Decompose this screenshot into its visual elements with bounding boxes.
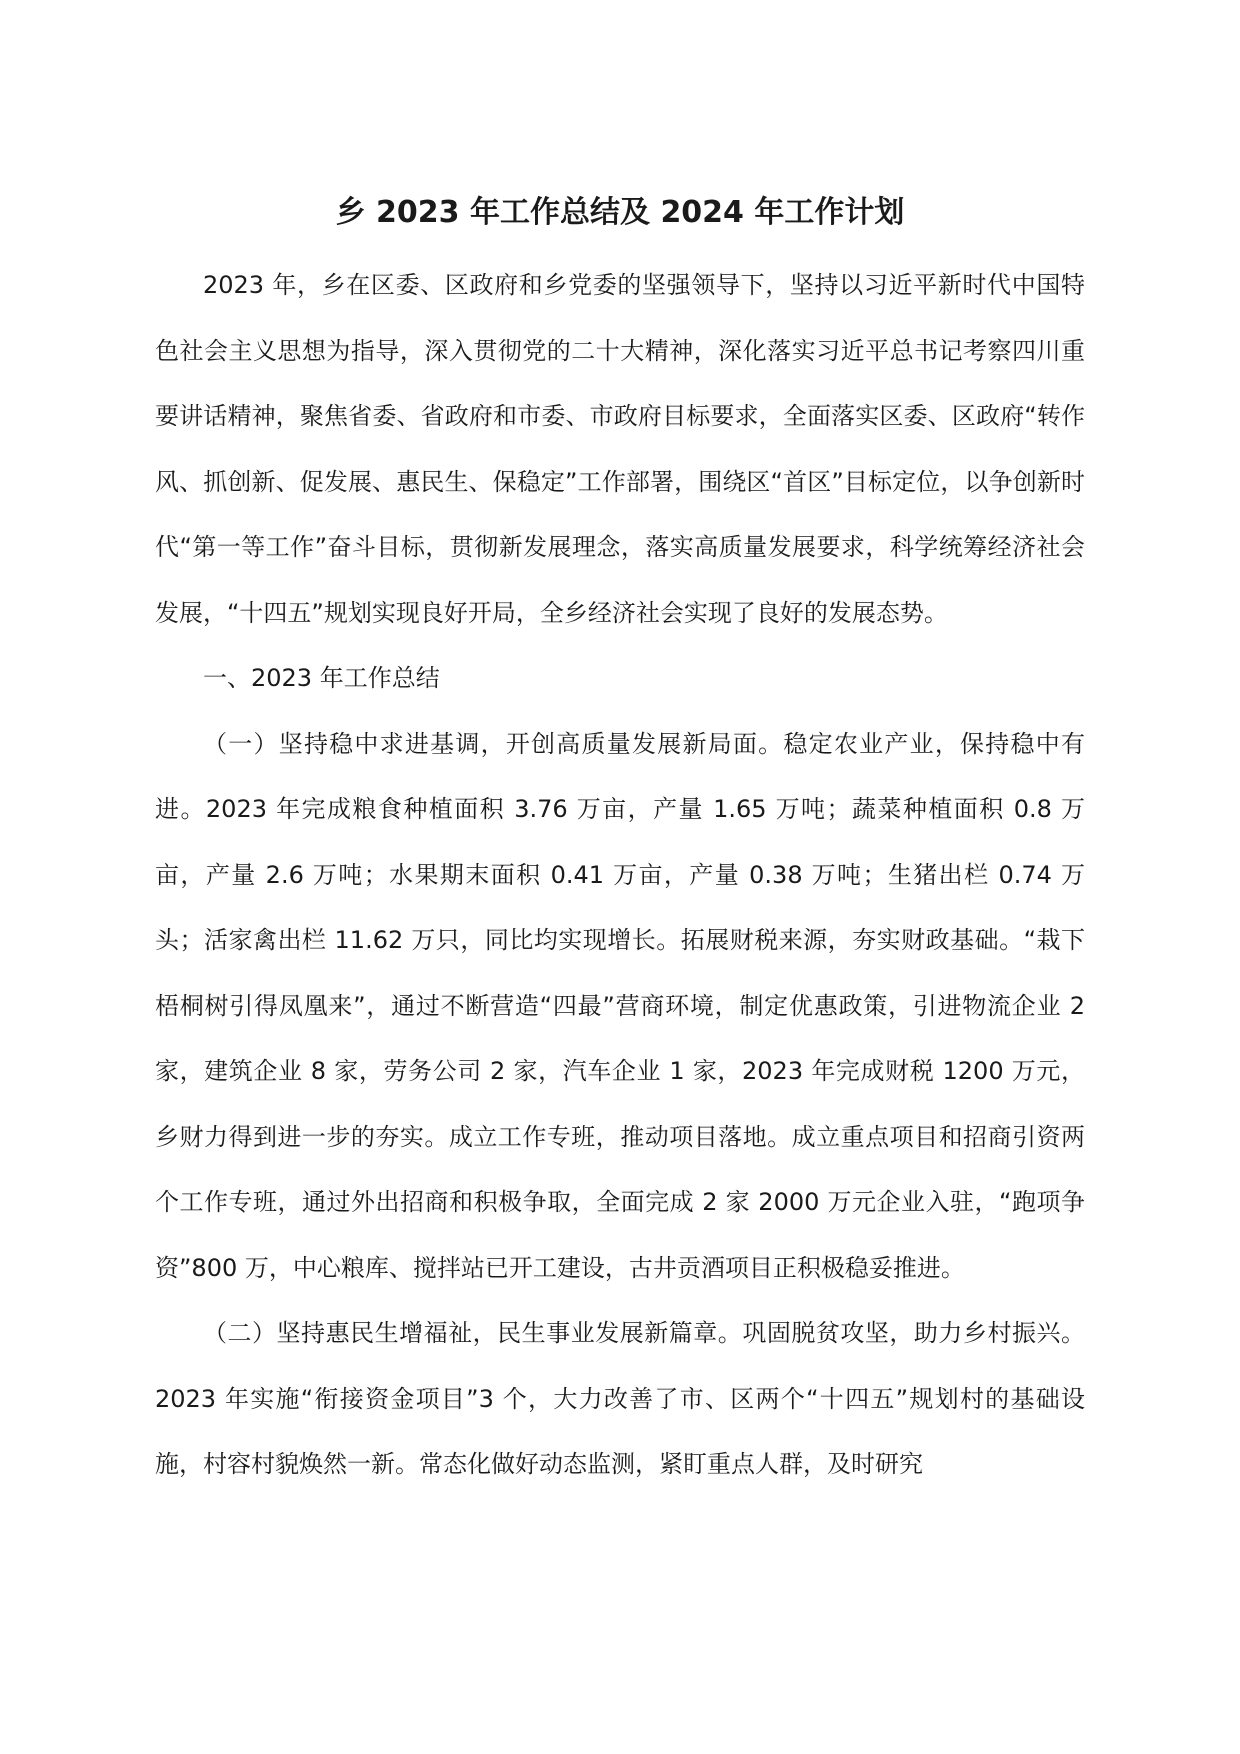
paragraph-item-2: （二）坚持惠民生增福祉，民生事业发展新篇章。巩固脱贫攻坚，助力乡村振兴。2023 年实施“衔接资金项目”3 个，大力改善了市、区两个“十四五”规划村的基础设施，村容村貌焕然一新。常态化做好动态监测，紧盯重点人群，及时研究: [155, 1319, 1085, 1478]
paragraph-item-1: （一）坚持稳中求进基调，开创高质量发展新局面。稳定农业产业，保持稳中有进。2023 年完成粮食种植面积 3.76 万亩，产量 1.65 万吨；蔬菜种植面积 0.8 万亩，产量 2.6 万吨；水果期末面积 0.41 万亩，产量 0.38 万吨；生猪出栏 0.74 万头；活家禽出栏 11.62 万只，同比均实现增长。拓展财税来源，夯实财政基础。“栽下梧桐树引得凤凰来”，通过不断营造“四最”营商环境，制定优惠政策，引进物流企业 2 家，建筑企业 8 家，劳务公司 2 家，汽车企业 1 家，2023 年完成财税 1200 万元，乡财力得到进一步的夯实。成立工作专班，推动项目落地。成立重点项目和招商引资两个工作专班，通过外出招商和积极争取，全面完成 2 家 2000 万元企业入驻，“跑项争资”800 万，中心粮库、搅拌站已开工建设，古井贡酒项目正积极稳妥推进。: [155, 729, 1085, 1282]
document-body: [155, 253, 1085, 1498]
document-title: 乡 2023 年工作总结及 2024 年工作计划: [335, 195, 905, 230]
section-heading: 一、2023 年工作总结: [203, 664, 440, 692]
intro-paragraph: 2023 年，乡在区委、区政府和乡党委的坚强领导下，坚持以习近平新时代中国特色社会主义思想为指导，深入贯彻党的二十大精神，深化落实习近平总书记考察四川重要讲话精神，聚焦省委、省政府和市委、市政府目标要求，全面落实区委、区政府“转作风、抓创新、促发展、惠民生、保稳定”工作部署，围绕区“首区”目标定位，以争创新时代“第一等工作”奋斗目标，贯彻新发展理念，落实高质量发展要求，科学统筹经济社会发展，“十四五”规划实现良好开局，全乡经济社会实现了良好的发展态势。: [155, 271, 1085, 627]
